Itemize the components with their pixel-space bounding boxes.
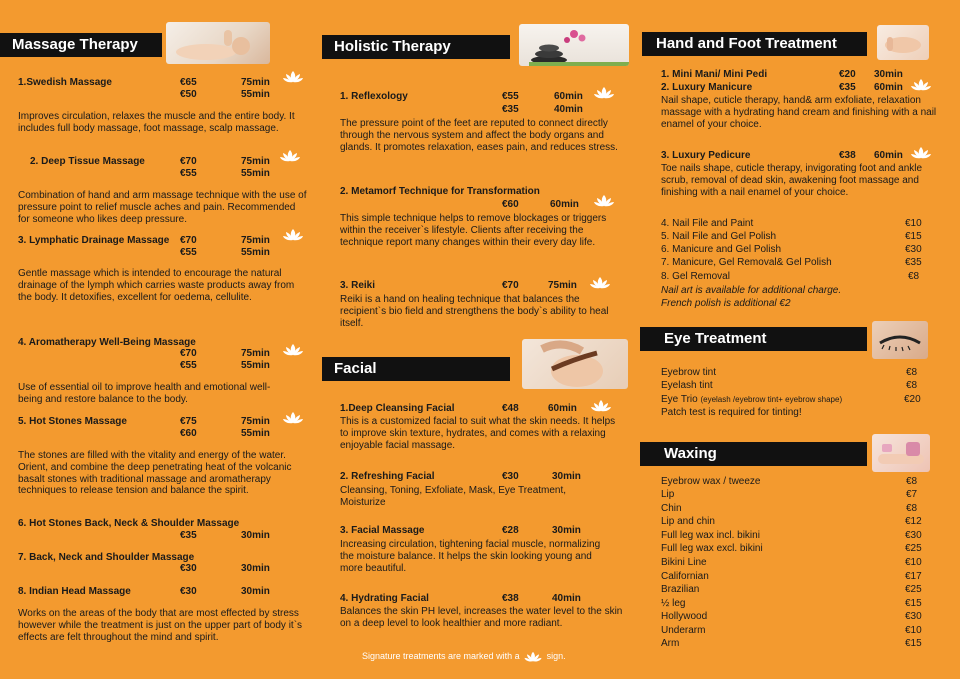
facial-3-name: 3. Facial Massage	[340, 525, 425, 536]
massage-3-price2: €55	[180, 247, 197, 258]
hand-2-desc: Nail shape, cuticle therapy, hand& arm exfoliate, relaxation massage with a hydrating hand cream and finishing with a nail enamel of your choice.	[661, 95, 937, 130]
hand-title: Hand and Foot Treatment	[656, 35, 837, 52]
hand-1-price: €20	[839, 69, 856, 80]
lotus-icon	[282, 343, 304, 357]
lotus-icon	[910, 146, 932, 160]
hand-list-4-price: €10	[905, 218, 922, 229]
eye-3-line	[661, 394, 842, 406]
facial-2-price1: €30	[502, 471, 519, 482]
signature-note-a: Signature treatments are marked with a	[362, 651, 520, 661]
wax-8-name: Californian	[661, 571, 709, 582]
massage-4-price2: €55	[180, 360, 197, 371]
facial-1-desc: This is a customized facial to suit what the skin needs. It helps to improve skin texture, hydrates, and comes with a relaxing enjoyable facial massage.	[340, 416, 616, 451]
holistic-3-dur1: 75min	[548, 280, 577, 291]
holistic-3-price1: €70	[502, 280, 519, 291]
massage-7-name: 7. Back, Neck and Shoulder Massage	[18, 552, 195, 563]
hand-list-7-name: 7. Manicure, Gel Removal& Gel Polish	[661, 257, 832, 268]
hand-header	[642, 32, 867, 56]
hand-2-price: €35	[839, 82, 856, 93]
massage-8-price1: €30	[180, 586, 197, 597]
massage-5-name: 5. Hot Stones Massage	[18, 416, 127, 427]
facial-title: Facial	[334, 360, 377, 377]
eye-3-price: €20	[904, 394, 921, 405]
signature-note-b: sign.	[546, 651, 566, 661]
hand-1-name: 1. Mini Mani/ Mini Pedi	[661, 69, 768, 80]
massage-2-desc: Combination of hand and arm massage technique with the use of pressure point to relief muscle aches and pain. Recommended for someone who likes deep pressure.	[18, 190, 307, 225]
massage-8-name: 8. Indian Head Massage	[18, 586, 131, 597]
holistic-2-name: 2. Metamorf Technique for Transformation	[340, 186, 540, 197]
lotus-icon	[593, 194, 615, 208]
hand-list-4-name: 4. Nail File and Paint	[661, 218, 754, 229]
holistic-header	[322, 35, 510, 59]
massage-3-desc: Gentle massage which is intended to encourage the natural drainage of the lymph which carries waste products away from the body. It detoxifies, excellent for oedema, cellulite.	[18, 268, 295, 303]
hand-2-name: 2. Luxury Manicure	[661, 82, 753, 93]
massage-4-price1: €70	[180, 348, 197, 359]
facial-2-dur1: 30min	[552, 471, 581, 482]
massage-4-dur1: 75min	[241, 348, 270, 359]
massage-5-price1: €75	[180, 416, 197, 427]
massage-4-desc: Use of essential oil to improve health and emotional well-being and restore balance to the body.	[18, 382, 271, 405]
massage-3-dur1: 75min	[241, 235, 270, 246]
facial-3-desc: Increasing circulation, tightening facial muscle, normalizing the moisture balance. It helps the skin looking young and more beautiful.	[340, 539, 601, 574]
wax-12-price: €10	[905, 625, 922, 636]
lotus-icon	[282, 411, 304, 425]
massage-title: Massage Therapy	[12, 36, 138, 53]
facial-1-name: 1.Deep Cleansing Facial	[340, 403, 455, 414]
massage-6-price1: €35	[180, 530, 197, 541]
massage-header	[0, 33, 162, 57]
wax-9-name: Brazilian	[661, 584, 700, 595]
french-polish-note: French polish is additional €2	[661, 298, 791, 309]
wax-8-price: €17	[905, 571, 922, 582]
facial-1-dur1: 60min	[548, 403, 577, 414]
wax-10-price: €15	[905, 598, 922, 609]
wax-6-name: Full leg wax excl. bikini	[661, 543, 763, 554]
massage-1-name: 1.Swedish Massage	[18, 77, 112, 88]
lotus-icon	[279, 149, 301, 163]
eye-1-price: €8	[906, 367, 918, 378]
waxing-title: Waxing	[664, 445, 717, 462]
hand-2-dur: 60min	[874, 82, 903, 93]
massage-1-desc: Improves circulation, relaxes the muscle and the entire body. It includes full body massage, foot massage, scalp massage.	[18, 111, 295, 134]
wax-7-name: Bikini Line	[661, 557, 707, 568]
massage-1-price2: €50	[180, 89, 197, 100]
massage-1-price1: €65	[180, 77, 197, 88]
lotus-icon	[282, 70, 304, 84]
eye-title: Eye Treatment	[664, 330, 767, 347]
lotus-icon	[590, 399, 612, 413]
hand-list-8-name: 8. Gel Removal	[661, 271, 730, 282]
holistic-2-price1: €60	[502, 199, 519, 210]
massage-2-price2: €55	[180, 168, 197, 179]
wax-9-price: €25	[905, 584, 922, 595]
massage-5-desc: The stones are filled with the vitality and energy of the water. Orient, and combine the deep penetrating heat of the volcanic basalt stones with traditional massage and aromatherapy techniques to release tension and balance the spirit.	[18, 450, 292, 497]
lotus-icon	[910, 78, 932, 92]
lotus-icon	[522, 651, 544, 663]
hand-list-5-price: €15	[905, 231, 922, 242]
massage-5-dur2: 55min	[241, 428, 270, 439]
wax-1-price: €8	[906, 476, 918, 487]
hand-list-8-price: €8	[908, 271, 920, 282]
hand-3-price: €38	[839, 150, 856, 161]
facial-4-price1: €38	[502, 593, 519, 604]
massage-7-price1: €30	[180, 563, 197, 574]
eye-photo	[872, 321, 928, 359]
holistic-1-price2: €35	[502, 104, 519, 115]
massage-3-price1: €70	[180, 235, 197, 246]
facial-3-price1: €28	[502, 525, 519, 536]
massage-7-dur1: 30min	[241, 563, 270, 574]
hand-list-6-price: €30	[905, 244, 922, 255]
massage-2-dur1: 75min	[241, 156, 270, 167]
wax-3-name: Chin	[661, 503, 682, 514]
hand-3-desc: Toe nails shape, cuticle therapy, invigorating foot and ankle scrub, removal of dead skin, awakening foot massage and finishing with a nail enamel of your choice.	[661, 163, 923, 198]
wax-5-price: €30	[905, 530, 922, 541]
massage-4-dur2: 55min	[241, 360, 270, 371]
wax-6-price: €25	[905, 543, 922, 554]
wax-3-price: €8	[906, 503, 918, 514]
wax-2-price: €7	[906, 489, 918, 500]
holistic-title: Holistic Therapy	[334, 38, 451, 55]
massage-8-dur1: 30min	[241, 586, 270, 597]
eye-1-name: Eyebrow tint	[661, 367, 717, 378]
hand-3-name: 3. Luxury Pedicure	[661, 150, 751, 161]
holistic-1-name: 1. Reflexology	[340, 91, 408, 102]
massage-6-dur1: 30min	[241, 530, 270, 541]
massage-3-name: 3. Lymphatic Drainage Massage	[18, 235, 170, 246]
facial-4-dur1: 40min	[552, 593, 581, 604]
massage-photo	[166, 22, 270, 64]
holistic-3-name: 3. Reiki	[340, 280, 376, 291]
holistic-2-dur1: 60min	[550, 199, 579, 210]
facial-2-name: 2. Refreshing Facial	[340, 471, 435, 482]
holistic-1-price1: €55	[502, 91, 519, 102]
signature-note	[362, 650, 566, 663]
facial-4-name: 4. Hydrating Facial	[340, 593, 429, 604]
wax-7-price: €10	[905, 557, 922, 568]
facial-4-desc: Balances the skin PH level, increases the water level to the skin on a deep level to look healthier and more radiant.	[340, 606, 623, 629]
holistic-photo	[519, 24, 629, 66]
wax-10-name: ½ leg	[661, 598, 686, 609]
eye-2-name: Eyelash tint	[661, 380, 713, 391]
hand-1-dur: 30min	[874, 69, 903, 80]
hand-3-dur: 60min	[874, 150, 903, 161]
holistic-3-desc: Reiki is a hand on healing technique that balances the recipient`s bio field and strengthens the body`s ability to heal itself.	[340, 294, 609, 329]
eye-3-name: Eye Trio	[661, 394, 698, 405]
lotus-icon	[282, 228, 304, 242]
hand-list-7-price: €35	[905, 257, 922, 268]
facial-photo	[522, 339, 628, 389]
massage-5-price2: €60	[180, 428, 197, 439]
lotus-icon	[593, 86, 615, 100]
holistic-1-dur2: 40min	[554, 104, 583, 115]
wax-11-name: Hollywood	[661, 611, 708, 622]
massage-1-dur2: 55min	[241, 89, 270, 100]
facial-1-price1: €48	[502, 403, 519, 414]
facial-header	[322, 357, 510, 381]
wax-11-price: €30	[905, 611, 922, 622]
waxing-header	[640, 442, 867, 466]
massage-2-name: 2. Deep Tissue Massage	[30, 156, 145, 167]
holistic-2-desc: This simple technique helps to remove blockages or triggers within the receiver`s lifestyle. Clients after receiving the technique report many changes within their every day life.	[340, 213, 607, 248]
holistic-1-desc: The pressure point of the feet are reputed to connect directly through the nervous system and affect the body organs and glands. It promotes relaxation, eases pain, and reduces stress.	[340, 118, 618, 153]
patch-test-note: Patch test is required for tinting!	[661, 407, 802, 418]
wax-13-name: Arm	[661, 638, 680, 649]
lotus-icon	[589, 276, 611, 290]
nail-art-note: Nail art is available for additional charge.	[661, 285, 842, 296]
waxing-photo	[872, 434, 930, 472]
massage-6-name: 6. Hot Stones Back, Neck & Shoulder Massage	[18, 518, 240, 529]
holistic-1-dur1: 60min	[554, 91, 583, 102]
hand-list-6-name: 6. Manicure and Gel Polish	[661, 244, 782, 255]
eye-3-sub: (eyelash /eyebrow tint+ eyebrow shape)	[700, 395, 843, 404]
wax-1-name: Eyebrow wax / tweeze	[661, 476, 761, 487]
massage-5-dur1: 75min	[241, 416, 270, 427]
hand-list-5-name: 5. Nail File and Gel Polish	[661, 231, 777, 242]
massage-3-dur2: 55min	[241, 247, 270, 258]
hand-photo	[877, 25, 929, 60]
massage-4-name: 4. Aromatherapy Well-Being Massage	[18, 337, 196, 348]
wax-5-name: Full leg wax incl. bikini	[661, 530, 760, 541]
wax-2-name: Lip	[661, 489, 675, 500]
massage-2-dur2: 55min	[241, 168, 270, 179]
eye-2-price: €8	[906, 380, 918, 391]
massage-2-price1: €70	[180, 156, 197, 167]
wax-4-price: €12	[905, 516, 922, 527]
facial-2-desc: Cleansing, Toning, Exfoliate, Mask, Eye Treatment, Moisturize	[340, 485, 567, 508]
massage-1-dur1: 75min	[241, 77, 270, 88]
wax-12-name: Underarm	[661, 625, 706, 636]
facial-3-dur1: 30min	[552, 525, 581, 536]
wax-4-name: Lip and chin	[661, 516, 715, 527]
massage-8-desc: Works on the areas of the body that are most effected by stress however while the treatment is just on the upper part of body it`s effects are felt throughout the mind and spirit.	[18, 608, 303, 643]
wax-13-price: €15	[905, 638, 922, 649]
eye-header	[640, 327, 867, 351]
